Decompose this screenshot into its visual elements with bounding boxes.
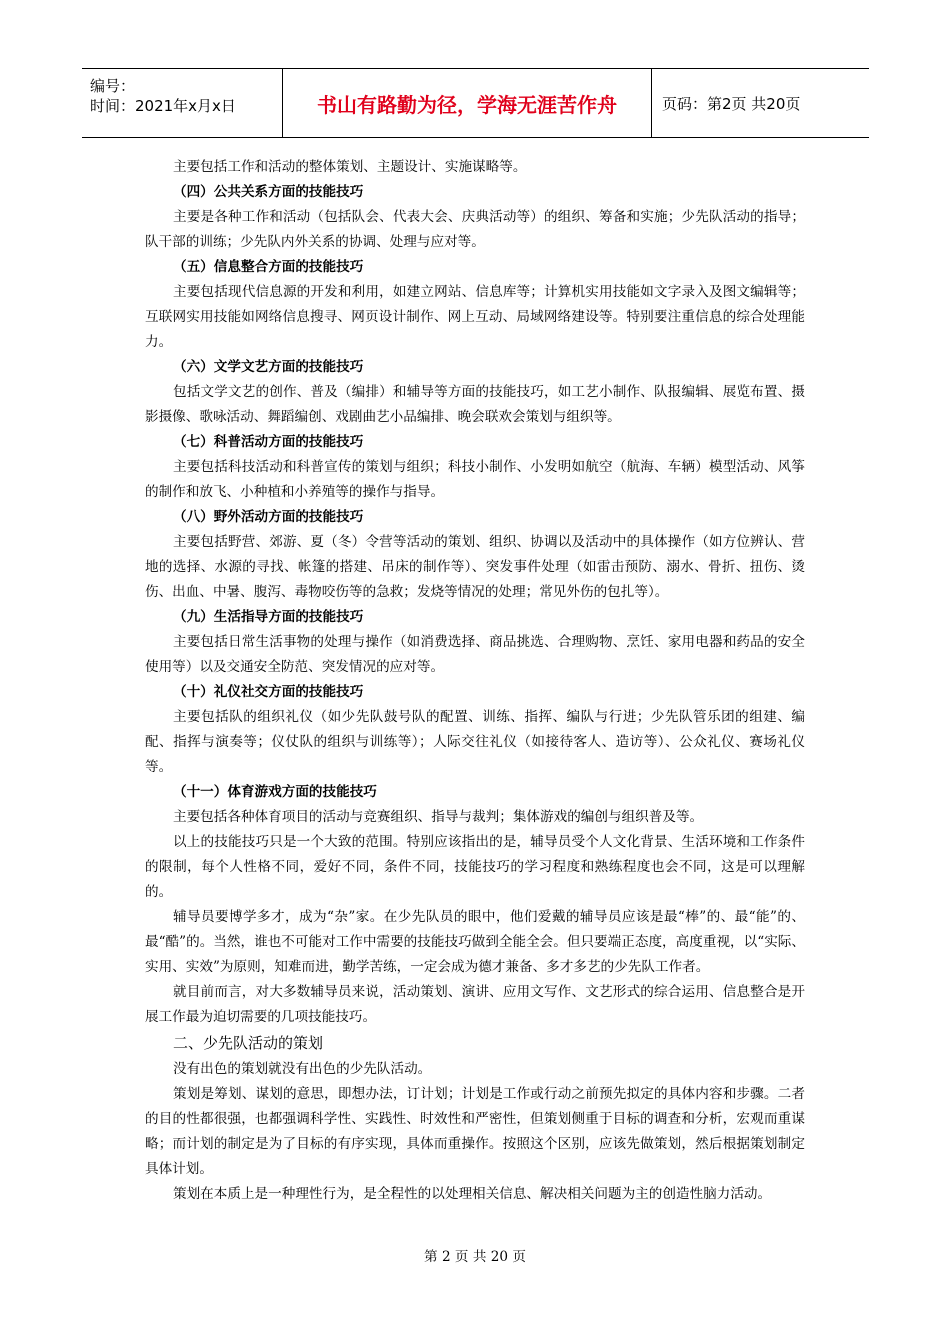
document-date: 时间：2021年x月x日 — [90, 97, 236, 115]
paragraph: 策划在本质上是一种理性行为，是全程性的以处理相关信息、解决相关问题为主的创造性脑力活动。 — [173, 1186, 772, 1202]
paragraph: 包括文学文艺的创作、普及（编排）和辅导等方面的技能技巧，如工艺小制作、队报编辑、展览布置、摄影摄像、歌咏活动、舞蹈编创、戏剧曲艺小品编排、晚会联欢会策划与组织等。 — [145, 384, 805, 425]
paragraph: 没有出色的策划就没有出色的少先队活动。 — [173, 1061, 432, 1077]
section-heading: （七）科普活动方面的技能技巧 — [173, 434, 364, 450]
paragraph: 主要包括日常生活事物的处理与操作（如消费选择、商品挑选、合理购物、烹饪、家用电器和药品的安全使用等）以及交通安全防范、突发情况的应对等。 — [145, 634, 805, 675]
section-heading: （五）信息整合方面的技能技巧 — [173, 259, 364, 275]
paragraph: 主要包括工作和活动的整体策划、主题设计、实施谋略等。 — [173, 159, 527, 175]
header-motto: 书山有路勤为径，学海无涯苦作舟 — [282, 69, 652, 137]
document-body — [145, 155, 805, 1207]
chapter-heading: 二、少先队活动的策划 — [173, 1034, 324, 1052]
paragraph: 以上的技能技巧只是一个大致的范围。特别应该指出的是，辅导员受个人文化背景、生活环境和工作条件的限制，每个人性格不同，爱好不同，条件不同，技能技巧的学习程度和熟练程度也会不同，这是可以理解的。 — [145, 834, 805, 900]
section-heading: （十一）体育游戏方面的技能技巧 — [173, 784, 377, 800]
section-heading: （八）野外活动方面的技能技巧 — [173, 509, 364, 525]
page-footer: 第 2 页 共 20 页 — [424, 1249, 526, 1265]
section-heading: （四）公共关系方面的技能技巧 — [173, 184, 364, 200]
paragraph: 主要包括各种体育项目的活动与竞赛组织、指导与裁判；集体游戏的编创与组织普及等。 — [173, 809, 704, 825]
paragraph: 主要包括野营、郊游、夏（冬）令营等活动的策划、组织、协调以及活动中的具体操作（如方位辨认、营地的选择、水源的寻找、帐篷的搭建、吊床的制作等）、突发事件处理（如雷击预防、溺水、骨折、扭伤、烫伤、出血、中暑、腹泻、毒物咬伤等的急救；发烧等情况的处理；常见外伤的包扎等）。 — [145, 534, 805, 600]
paragraph: 策划是筹划、谋划的意思，即想办法，订计划；计划是工作或行动之前预先拟定的具体内容和步骤。二者的目的性都很强，也都强调科学性、实践性、时效性和严密性，但策划侧重于目标的调查和分析，宏观而重谋略；而计划的制定是为了目标的有序实现，具体而重操作。按照这个区别，应该先做策划，然后根据策划制定具体计划。 — [145, 1086, 805, 1177]
paragraph: 主要包括科技活动和科普宣传的策划与组织；科技小制作、小发明如航空（航海、车辆）模型活动、风筝的制作和放飞、小种植和小养殖等的操作与指导。 — [145, 459, 805, 500]
section-heading: （九）生活指导方面的技能技巧 — [173, 609, 364, 625]
paragraph: 辅导员要博学多才，成为“杂”家。在少先队员的眼中，他们爱戴的辅导员应该是最“棒”的、最“能”的、最“酷”的。当然，谁也不可能对工作中需要的技能技巧做到全能全会。但只要端正态度，高度重视，以“实际、实用、实效”为原则，知难而进，勤学苦练，一定会成为德才兼备、多才多艺的少先队工作者。 — [145, 909, 805, 975]
section-heading: （六）文学文艺方面的技能技巧 — [173, 359, 364, 375]
paragraph: 主要是各种工作和活动（包括队会、代表大会、庆典活动等）的组织、筹备和实施；少先队活动的指导；队干部的训练；少先队内外关系的协调、处理与应对等。 — [145, 209, 805, 250]
paragraph: 主要包括现代信息源的开发和利用，如建立网站、信息库等；计算机实用技能如文字录入及图文编辑等；互联网实用技能如网络信息搜寻、网页设计制作、网上互动、局域网络建设等。特别要注重信息的综合处理能力。 — [145, 284, 805, 350]
header-meta — [82, 69, 282, 137]
section-heading: （十）礼仪社交方面的技能技巧 — [173, 684, 364, 700]
document-code-label: 编号： — [90, 77, 136, 95]
paragraph: 主要包括队的组织礼仪（如少先队鼓号队的配置、训练、指挥、编队与行进；少先队管乐团的组建、编配、指挥与演奏等；仪仗队的组织与训练等）；人际交往礼仪（如接待客人、造访等）、公众礼仪、赛场礼仪等。 — [145, 709, 805, 775]
header-page-info: 页码：第2页 共20页 — [662, 94, 801, 113]
page-header — [82, 68, 869, 138]
paragraph: 就目前而言，对大多数辅导员来说，活动策划、演讲、应用文写作、文艺形式的综合运用、信息整合是开展工作最为迫切需要的几项技能技巧。 — [145, 984, 805, 1025]
